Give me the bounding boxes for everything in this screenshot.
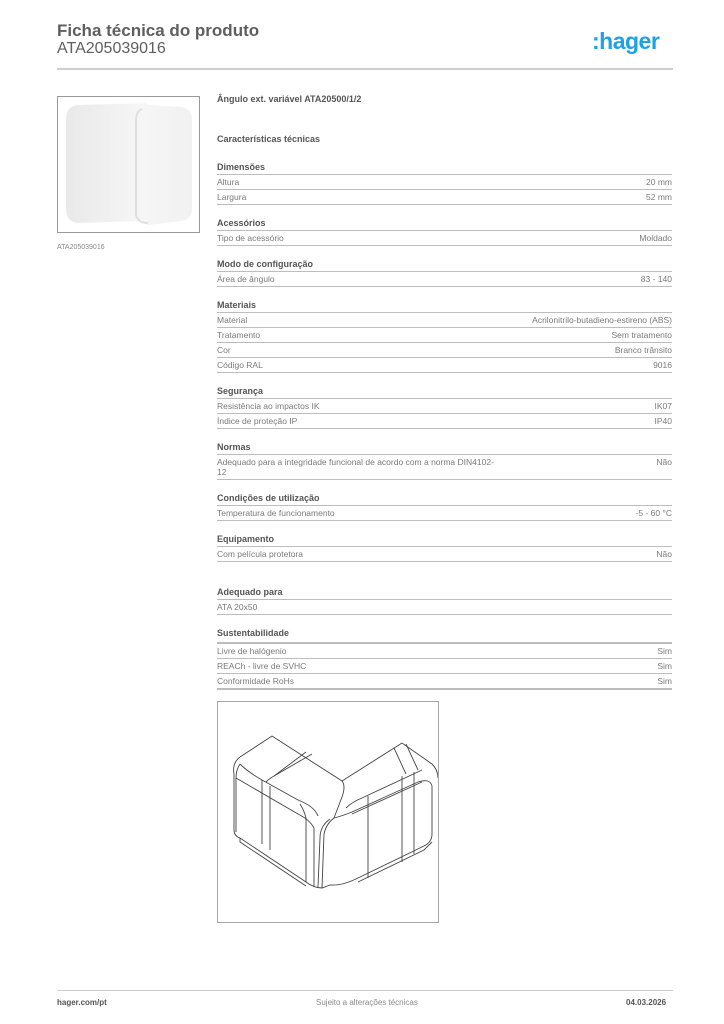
group-title: Materiais (217, 299, 672, 313)
spec-group-safety (217, 385, 672, 429)
spec-row (217, 414, 672, 429)
spec-value: Acrilonitrilo-butadieno-estireno (ABS) (532, 315, 672, 325)
spec-content (217, 94, 672, 726)
spec-group-equipment (217, 533, 672, 562)
spec-row (217, 506, 672, 521)
product-photo (57, 96, 200, 233)
technical-drawing (217, 701, 439, 923)
product-code: ATA205039016 (57, 40, 166, 57)
group-title: Normas (217, 441, 672, 455)
group-title: Acessórios (217, 217, 672, 231)
spec-row (217, 343, 672, 358)
product-name: Ângulo ext. variável ATA20500/1/2 (217, 94, 362, 104)
spec-label: Resistência ao impactos IK (217, 401, 320, 411)
spec-label: Índice de proteção IP (217, 416, 298, 426)
spec-value: Branco trânsito (614, 345, 672, 355)
spec-value: 20 mm (646, 177, 672, 187)
spec-label: Tratamento (217, 330, 261, 340)
photo-caption: ATA205039016 (57, 244, 105, 251)
hager-logo: :hager (592, 28, 660, 54)
footer-divider (57, 990, 673, 991)
group-title: Condições de utilização (217, 492, 672, 506)
spec-value: Sem tratamento (611, 330, 672, 340)
spec-row (217, 674, 672, 690)
spec-row (217, 231, 672, 246)
spec-value: IK07 (654, 401, 672, 411)
spec-label: Código RAL (217, 360, 263, 370)
group-title: Equipamento (217, 533, 672, 547)
spec-row (217, 644, 672, 659)
spec-value: IP40 (654, 416, 672, 426)
spec-row (217, 455, 672, 480)
sustainability-group (217, 627, 672, 690)
spec-value: -5 - 60 °C (635, 508, 672, 518)
spec-row (217, 328, 672, 343)
suitable-item (217, 600, 672, 615)
spec-label: Material (217, 315, 248, 325)
spec-label: Tipo de acessório (217, 233, 284, 243)
group-title: Dimensões (217, 161, 672, 175)
group-title: Modo de configuração (217, 258, 672, 272)
header-divider (57, 68, 673, 70)
spec-group-materials (217, 299, 672, 373)
spec-label: Livre de halógenio (217, 646, 287, 656)
group-title: Adequado para (217, 586, 672, 600)
spec-row (217, 547, 672, 562)
spec-label: Altura (217, 177, 240, 187)
corner-angle-drawing-icon (218, 702, 438, 922)
group-title: Sustentabilidade (217, 627, 672, 644)
spec-label: Área de ângulo (217, 274, 275, 284)
spec-value: Sim (657, 661, 672, 671)
spec-value: 52 mm (646, 192, 672, 202)
page-title: Ficha técnica do produto (57, 21, 260, 40)
spec-row (217, 190, 672, 205)
spec-label: Temperatura de funcionamento (217, 508, 335, 518)
product-photo-icon (58, 97, 199, 232)
spec-label: Adequado para a integridade funcional de acordo com a norma DIN4102-12 (217, 457, 494, 477)
spec-label: Largura (217, 192, 247, 202)
spec-value: 83 - 140 (640, 274, 672, 284)
spec-value: Sim (657, 646, 672, 656)
spec-label: Cor (217, 345, 231, 355)
spec-row (217, 399, 672, 414)
spec-value: Não (656, 457, 672, 467)
spec-value: Sim (657, 676, 672, 686)
spec-label: Conformidade RoHs (217, 676, 295, 686)
spec-group-conditions (217, 492, 672, 521)
group-title: Segurança (217, 385, 672, 399)
spec-row (217, 175, 672, 190)
spec-group-configuration (217, 258, 672, 287)
spec-row (217, 313, 672, 328)
spec-group-dimensions (217, 161, 672, 205)
spec-group-accessories (217, 217, 672, 246)
suitable-label: ATA 20x50 (217, 602, 258, 612)
spec-label: Com película protetora (217, 549, 303, 559)
spec-value: Moldado (639, 233, 672, 243)
footer-notice: Sujeito a alterações técnicas (316, 998, 418, 1007)
footer-website-link[interactable]: hager.com/pt (57, 998, 107, 1007)
spec-row (217, 659, 672, 674)
spec-group-standards (217, 441, 672, 480)
spec-value: 9016 (653, 360, 672, 370)
technical-heading: Características técnicas (217, 134, 321, 144)
spec-row (217, 272, 672, 287)
suitable-for-group (217, 586, 672, 615)
spec-value: Não (656, 549, 672, 559)
spec-label: REACh - livre de SVHC (217, 661, 307, 671)
footer-date: 04.03.2026 (626, 998, 667, 1007)
spec-row (217, 358, 672, 373)
